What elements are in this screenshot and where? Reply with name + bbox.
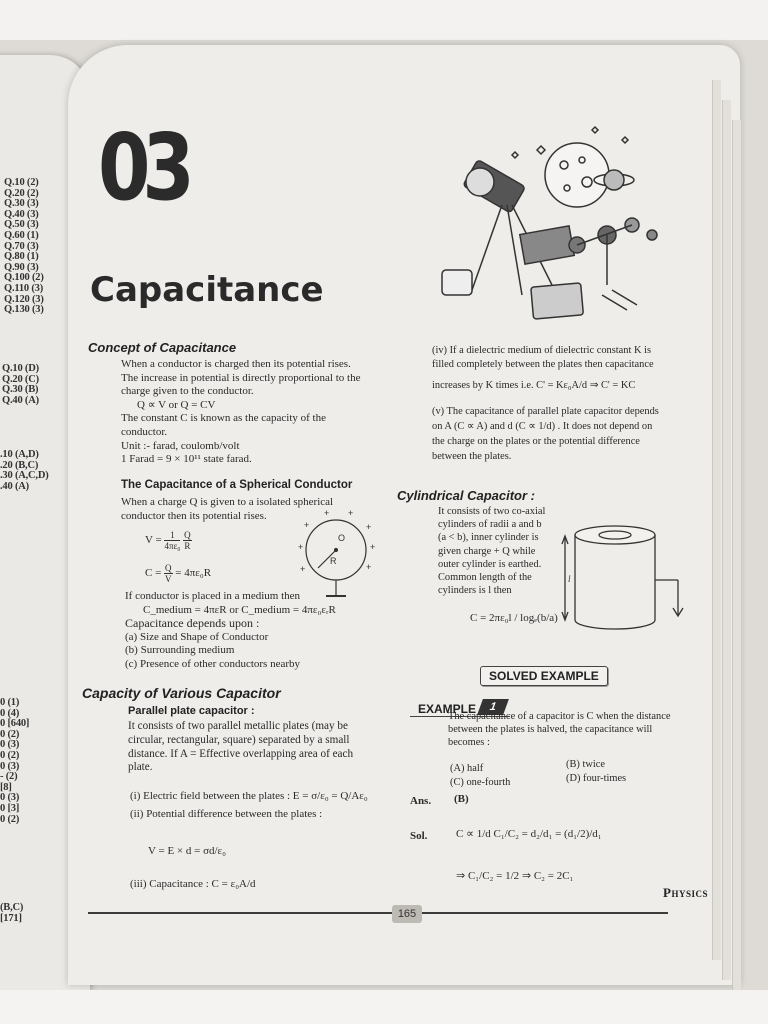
eq-rhs: = 4πε₀R [175, 567, 212, 580]
text-line: distance. If A = Effective overlapping area of each [128, 747, 354, 760]
section-heading-capacity: Capacity of Various Capacitor [82, 685, 281, 701]
text-line: outer cylinder is earthed. [438, 558, 542, 570]
text-line: Common length of the [438, 572, 532, 584]
text-line: cylinders is l then [438, 585, 512, 597]
chapter-number: 03 [98, 114, 187, 221]
capacitance-eq: (iii) Capacitance : C = ε₀A/d [130, 878, 256, 890]
cylinder-diagram [560, 520, 690, 635]
margin-answer: Q.20 (2) [4, 187, 39, 199]
equation-capacitance [145, 563, 211, 584]
text-line: It consists of two co-axial [438, 506, 546, 517]
text-line: given charge + Q while [438, 545, 536, 557]
option-b: (B) twice [566, 759, 605, 770]
point-v [432, 404, 659, 464]
denominator: 4πε₀ [164, 541, 181, 551]
margin-answer: 0 [3] [0, 802, 20, 814]
margin-answer: Q.50 (3) [4, 219, 39, 231]
text-line: When a conductor is charged then its potential rises. [121, 358, 351, 370]
margin-answer: .10 (A,D) [0, 449, 39, 460]
svg-text:+: + [366, 522, 372, 532]
text-line: between the plates. [432, 451, 512, 462]
chapter-title: Capacitance [90, 270, 324, 310]
answer-list-end [0, 903, 23, 924]
answer-value: (B) [454, 793, 469, 805]
equation: C_medium = 4πεR or C_medium = 4πε₀εᵣR [143, 603, 336, 616]
margin-answer: Q.30 (3) [4, 198, 39, 210]
margin-answer: [8] [0, 781, 12, 793]
sphere-radius-label: R [330, 556, 337, 566]
solution-line-1: C ∝ 1/d C₁/C₂ = d₂/d₁ = (d₁/2)/d₁ [456, 828, 602, 840]
text-line: cylinders of radii a and b [438, 519, 542, 531]
margin-answer: Q.90 (3) [4, 261, 39, 273]
margin-answer: Q.70 (3) [4, 240, 39, 252]
equation: Q ∝ V or Q = CV [137, 398, 216, 411]
option-a: (A) half [450, 763, 484, 774]
text-line: (a < b), inner cylinder is [438, 532, 539, 544]
margin-answer: - (2) [0, 771, 18, 783]
margin-answer: 0 [640] [0, 718, 30, 730]
margin-answer: Q.10 (D) [2, 363, 39, 374]
numerator: Q [165, 563, 172, 573]
margin-answer: Q.10 (2) [4, 177, 39, 188]
section-heading-concept: Concept of Capacitance [88, 340, 237, 355]
text-line: If conductor is placed in a medium then [125, 590, 301, 602]
svg-text:+: + [300, 564, 306, 574]
section-heading-spherical: The Capacitance of a Spherical Conductor [121, 479, 353, 491]
margin-answer: .20 (B,C) [0, 459, 39, 471]
margin-answer: Q.100 (2) [4, 272, 44, 284]
page-edge [722, 100, 731, 980]
electric-field-eq: (i) Electric field between the plates : E = σ/ε₀ = Q/Aε₀ [130, 790, 368, 802]
example-label: EXAMPLE [418, 702, 477, 716]
margin-answer: [171] [0, 912, 22, 924]
concept-text [121, 358, 360, 467]
text-line: between the plates is halved, the capacitance will [448, 724, 653, 735]
answer-list-mid [2, 364, 39, 406]
fraction [164, 530, 180, 551]
text-line: The increase in potential is directly proportional to the [121, 371, 361, 384]
text-line: conductor. [121, 425, 168, 438]
margin-answer: Q.40 (A) [2, 394, 39, 406]
equation-potential [145, 530, 192, 551]
svg-text:+: + [304, 520, 310, 530]
answer-list-mid2 [0, 450, 49, 492]
example-number: 1 [477, 699, 509, 715]
text-line: becomes : [448, 737, 490, 748]
page-edge [732, 120, 741, 1000]
footer-rule [88, 912, 668, 914]
background-bottom [0, 990, 768, 1024]
margin-answer: 0 (1) [0, 697, 20, 708]
margin-answer: Q.20 (C) [2, 373, 39, 385]
text-line: The constant C is known as the capacity of the [121, 412, 326, 425]
option-c: (C) one-fourth [450, 777, 511, 788]
solution-line-2: ⇒ C₁/C₂ = 1/2 ⇒ C₂ = 2C₁ [456, 870, 574, 882]
list-item: (b) Surrounding medium [125, 644, 235, 657]
background-top [0, 0, 768, 40]
eq-lhs: C = [145, 567, 162, 580]
denominator: R [184, 541, 191, 551]
svg-text:+: + [348, 508, 354, 518]
text-line: the charge on the plates or the potential difference [432, 436, 640, 447]
numerator: 1 [164, 530, 180, 541]
text-line: 1 Farad = 9 × 10¹¹ state farad. [121, 453, 252, 466]
answer-list-top [4, 178, 44, 316]
answer-label: Ans. [410, 795, 432, 807]
sphere-center-label: O [338, 533, 346, 543]
margin-answer: 0 (2) [0, 749, 20, 761]
fraction [183, 530, 192, 551]
margin-answer: Q.60 (1) [4, 229, 39, 241]
svg-text:+: + [370, 542, 376, 552]
svg-text:+: + [366, 562, 372, 572]
margin-answer: Q.120 (3) [4, 293, 44, 305]
telescope-illustration [432, 110, 664, 325]
text-line: conductor then its potential rises. [121, 509, 267, 522]
text-line: It consists of two parallel metallic plates (may be [128, 720, 348, 732]
length-label: l [568, 574, 571, 584]
margin-answer: 0 (3) [0, 792, 20, 804]
svg-text:+: + [324, 508, 330, 518]
page-edge [712, 80, 721, 960]
denominator: V [165, 574, 172, 584]
margin-answer: 0 (3) [0, 739, 20, 751]
point-iv [432, 344, 654, 393]
subject-label: Physics [663, 885, 708, 900]
fraction [164, 563, 173, 584]
answer-list-bottom [0, 698, 29, 825]
margin-answer: Q.110 (3) [4, 282, 44, 294]
text-line: filled completely between the plates then capacitance [432, 358, 654, 370]
text-line: (v) The capacitance of parallel plate capacitor depends [432, 406, 659, 417]
text-line: Capacitance depends upon : [125, 616, 260, 631]
margin-answer: 0 (4) [0, 707, 20, 719]
solved-example-banner: SOLVED EXAMPLE [480, 666, 608, 686]
subheading-parallel-plate: Parallel plate capacitor : [128, 705, 255, 717]
option-d: (D) four-times [566, 773, 627, 784]
text-line: Unit :- farad, coulomb/volt [121, 439, 240, 452]
section-heading-cylindrical: Cylindrical Capacitor : [397, 488, 535, 503]
text-line: on A (C ∝ A) and d (C ∝ 1/d) . It does not depend on [432, 421, 653, 432]
eq-lhs: V = [145, 534, 162, 547]
list-item: (c) Presence of other conductors nearby [125, 657, 301, 670]
cylinder-equation: C = 2πε₀l / logₑ(b/a) [470, 612, 558, 624]
margin-answer: Q.40 (3) [4, 208, 39, 220]
margin-answer: 0 (3) [0, 760, 20, 772]
margin-answer: (B,C) [0, 902, 24, 913]
margin-answer: Q.30 (B) [2, 384, 39, 396]
text-line: When a charge Q is given to a isolated spherical [121, 496, 334, 508]
potential-difference-eq: V = E × d = σd/ε₀ [148, 845, 227, 857]
potential-difference-text: (ii) Potential difference between the plates : [130, 808, 323, 820]
cylindrical-text [438, 505, 545, 597]
text-line: circular, rectangular, square) separated by a small [128, 733, 350, 746]
margin-answer: .30 (A,C,D) [0, 470, 49, 482]
medium-text [125, 590, 336, 672]
text-line: charge given to the conductor. [121, 385, 254, 398]
margin-answer: 0 (2) [0, 728, 20, 740]
equation: increases by K times i.e. C' = Kε₀A/d ⇒ C' = KC [432, 380, 636, 392]
text-line: The capacitance of a capacitor is C when the distance [448, 711, 671, 722]
numerator: Q [184, 530, 191, 540]
text-line: plate. [128, 761, 153, 774]
margin-answer: Q.80 (1) [4, 251, 39, 263]
parallel-plate-text [128, 720, 353, 775]
margin-answer: Q.130 (3) [4, 304, 44, 316]
text-line: (iv) If a dielectric medium of dielectric constant K is [432, 345, 651, 356]
margin-answer: .40 (A) [0, 480, 29, 492]
svg-text:+: + [298, 542, 304, 552]
example-question [448, 710, 670, 749]
solution-label: Sol. [410, 830, 428, 842]
margin-answer: 0 (2) [0, 813, 20, 825]
page-number: 165 [392, 905, 422, 923]
list-item: (a) Size and Shape of Conductor [125, 630, 269, 643]
